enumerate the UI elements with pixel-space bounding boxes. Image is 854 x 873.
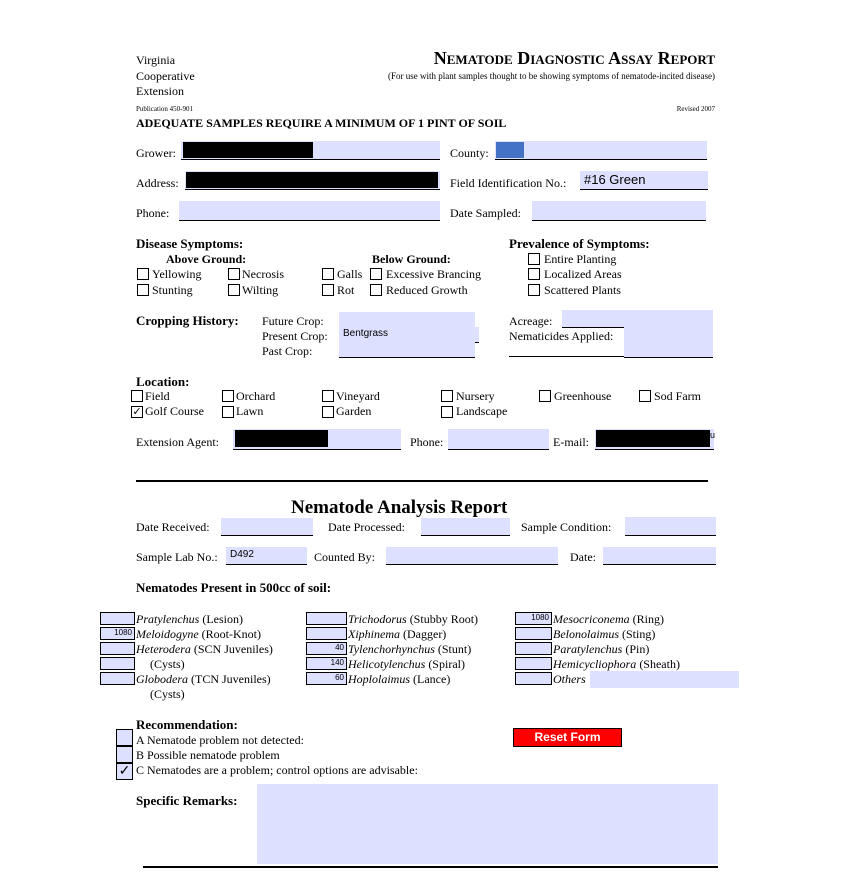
analysis-date-field[interactable] <box>603 547 716 565</box>
tylenchorhynchus-count[interactable]: 40 <box>306 642 347 655</box>
phone-field[interactable] <box>179 201 440 221</box>
form-subtitle: (For use with plant samples thought to be showing symptoms of nematode-incited disease) <box>388 71 715 81</box>
counted-by-label: Counted By: <box>314 550 376 564</box>
excessive-branching-label: Excessive Brancing <box>386 267 481 281</box>
others-field[interactable] <box>590 671 739 688</box>
others-label: Others <box>553 672 586 686</box>
address-label: Address: <box>136 176 179 190</box>
yellowing-checkbox[interactable] <box>137 268 149 280</box>
rot-label: Rot <box>337 283 355 297</box>
entire-planting-checkbox[interactable] <box>528 253 540 265</box>
field-id-label: Field Identification No.: <box>450 176 567 190</box>
galls-label: Galls <box>337 267 363 281</box>
galls-checkbox[interactable] <box>322 268 334 280</box>
localized-areas-label: Localized Areas <box>544 267 622 281</box>
location-heading: Location: <box>136 374 190 389</box>
meloidogyne-genus: Meloidogyne <box>136 627 199 641</box>
past-crop-field[interactable] <box>339 342 475 358</box>
heterodera-common: (SCN Juveniles) <box>190 642 273 656</box>
paratylenchus-count[interactable] <box>515 642 552 655</box>
option-b-label: B Possible nematode problem <box>136 748 280 762</box>
mesocriconema-common: (Ring) <box>629 612 664 626</box>
vineyard-checkbox[interactable] <box>322 390 334 402</box>
paratylenchus-common: (Pin) <box>622 642 650 656</box>
date-processed-field[interactable] <box>421 518 510 536</box>
county-label: County: <box>450 146 489 160</box>
org-line-1: Virginia <box>136 53 176 67</box>
email-label: E-mail: <box>553 435 589 449</box>
entire-planting-label: Entire Planting <box>544 252 617 266</box>
county-redaction <box>496 142 524 158</box>
option-c-label: C Nematodes are a problem; control options are advisable: <box>136 763 418 777</box>
option-c-checkbox[interactable]: ✓ <box>116 763 133 780</box>
extension-agent-label: Extension Agent: <box>136 435 219 449</box>
hoplolaimus-row <box>348 672 450 687</box>
revised-date: Revised 2007 <box>676 105 715 113</box>
greenhouse-label: Greenhouse <box>554 389 612 403</box>
garden-checkbox[interactable] <box>322 406 334 418</box>
yellowing-label: Yellowing <box>152 267 202 281</box>
counted-by-field[interactable] <box>386 547 558 565</box>
below-ground-heading: Below Ground: <box>372 252 451 266</box>
county-field[interactable] <box>495 141 707 160</box>
acreage-label: Acreage: <box>509 314 553 328</box>
sample-lab-input[interactable]: D492 <box>226 547 307 565</box>
date-received-field[interactable] <box>221 518 313 536</box>
helicotylenchus-count[interactable]: 140 <box>306 657 347 670</box>
present-crop-label: Present Crop: <box>262 329 328 343</box>
necrosis-checkbox[interactable] <box>228 268 240 280</box>
form-title: Nematode Diagnostic Assay Report <box>433 48 715 68</box>
nematodes-heading: Nematodes Present in 500cc of soil: <box>136 580 332 595</box>
hemicycliophora-count[interactable] <box>515 657 552 670</box>
org-line-2: Cooperative <box>136 69 195 83</box>
grower-label: Grower: <box>136 146 176 160</box>
landscape-checkbox[interactable] <box>441 406 453 418</box>
hoplolaimus-common: (Lance) <box>410 672 451 686</box>
vineyard-label: Vineyard <box>336 389 380 403</box>
cropping-history-heading: Cropping History: <box>136 313 239 328</box>
org-line-3: Extension <box>136 84 184 98</box>
belonolaimus-row <box>553 627 655 642</box>
greenhouse-checkbox[interactable] <box>539 390 551 402</box>
heterodera-cysts-count[interactable] <box>100 657 135 670</box>
reduced-growth-label: Reduced Growth <box>386 283 468 297</box>
golf-course-checkbox[interactable]: ✓ <box>132 406 142 418</box>
pratylenchus-count[interactable] <box>100 612 135 625</box>
heterodera-count[interactable] <box>100 642 135 655</box>
grower-redaction <box>183 142 313 158</box>
publication-number: Publication 450-901 <box>136 105 193 113</box>
localized-areas-checkbox[interactable] <box>528 268 540 280</box>
acreage-field[interactable] <box>562 310 713 328</box>
hemicycliophora-genus: Hemicycliophora <box>553 657 637 671</box>
reduced-growth-checkbox[interactable] <box>370 284 382 296</box>
hemicycliophora-row <box>553 657 680 672</box>
date-sampled-label: Date Sampled: <box>450 206 521 220</box>
lawn-label: Lawn <box>236 404 264 418</box>
remarks-heading: Specific Remarks: <box>136 793 238 808</box>
bottom-divider <box>143 866 718 868</box>
option-b-checkbox[interactable] <box>116 746 133 763</box>
meloidogyne-count[interactable]: 1080 <box>100 627 135 640</box>
xiphinema-common: (Dagger) <box>400 627 447 641</box>
future-crop-field[interactable] <box>339 312 475 328</box>
xiphinema-genus: Xiphinema <box>348 627 400 641</box>
stunting-label: Stunting <box>152 283 193 297</box>
tylenchorhynchus-row <box>348 642 471 657</box>
belonolaimus-common: (Sting) <box>619 627 656 641</box>
date-processed-label: Date Processed: <box>328 520 405 534</box>
agent-redaction <box>235 430 328 447</box>
pratylenchus-common: (Lesion) <box>199 612 243 626</box>
garden-label: Garden <box>336 404 372 418</box>
globodera-common: (TCN Juveniles) <box>188 672 271 686</box>
globodera-row <box>136 672 271 687</box>
agent-phone-label: Phone: <box>410 435 444 449</box>
email-redaction <box>596 430 710 447</box>
analysis-title: Nematode Analysis Report <box>291 497 508 518</box>
scattered-plants-checkbox[interactable] <box>528 284 540 296</box>
mesocriconema-genus: Mesocriconema <box>553 612 630 626</box>
paratylenchus-row <box>553 642 649 657</box>
trichodorus-genus: Trichodorus <box>348 612 407 626</box>
section-divider <box>136 480 708 482</box>
globodera-cysts-label: (Cysts) <box>150 687 185 701</box>
prevalence-heading: Prevalence of Symptoms: <box>509 236 650 251</box>
mesocriconema-count[interactable]: 1080 <box>515 612 552 625</box>
trichodorus-row <box>348 612 478 627</box>
pratylenchus-genus: Pratylenchus <box>136 612 200 626</box>
rot-checkbox[interactable] <box>322 284 334 296</box>
heterodera-cysts-label: (Cysts) <box>150 657 185 671</box>
globodera-genus: Globodera <box>136 672 188 686</box>
sod-farm-checkbox[interactable] <box>639 390 651 402</box>
wilting-checkbox[interactable] <box>228 284 240 296</box>
past-crop-label: Past Crop: <box>262 344 313 358</box>
belonolaimus-count[interactable] <box>515 627 552 640</box>
meloidogyne-row <box>136 627 261 642</box>
xiphinema-row <box>348 627 446 642</box>
helicotylenchus-common: (Spiral) <box>425 657 465 671</box>
sample-condition-field[interactable] <box>625 517 716 536</box>
reset-form-button[interactable]: Reset Form <box>513 728 622 747</box>
hemicycliophora-common: (Sheath) <box>636 657 680 671</box>
excessive-branching-checkbox[interactable] <box>370 268 382 280</box>
tylenchorhynchus-genus: Tylenchorhynchus <box>348 642 435 656</box>
option-a-checkbox[interactable] <box>116 729 133 746</box>
recommendation-heading: Recommendation: <box>136 717 238 732</box>
above-ground-heading: Above Ground: <box>166 252 247 266</box>
analysis-date-label: Date: <box>570 550 596 564</box>
helicotylenchus-row <box>348 657 465 672</box>
others-count[interactable] <box>515 672 552 685</box>
field-checkbox[interactable] <box>131 390 143 402</box>
globodera-count[interactable] <box>100 672 135 685</box>
stunting-checkbox[interactable] <box>137 284 149 296</box>
necrosis-label: Necrosis <box>242 267 284 281</box>
belonolaimus-genus: Belonolaimus <box>553 627 619 641</box>
nursery-label: Nursery <box>456 389 495 403</box>
tylenchorhynchus-common: (Stunt) <box>434 642 472 656</box>
sod-farm-label: Sod Farm <box>654 389 702 403</box>
meloidogyne-common: (Root-Knot) <box>198 627 261 641</box>
nematicides-line <box>509 356 624 357</box>
pratylenchus-row <box>136 612 243 627</box>
option-a-label: A Nematode problem not detected: <box>136 733 304 747</box>
date-sampled-field[interactable] <box>532 201 706 221</box>
nematicides-field-2[interactable] <box>624 342 713 358</box>
nematicides-label: Nematicides Applied: <box>509 329 614 343</box>
sample-lab-label: Sample Lab No.: <box>136 550 218 564</box>
heterodera-row <box>136 642 273 657</box>
address-redaction <box>186 172 438 188</box>
future-crop-label: Future Crop: <box>262 314 324 328</box>
agent-phone-field[interactable] <box>448 429 549 450</box>
orchard-label: Orchard <box>236 389 276 403</box>
hoplolaimus-genus: Hoplolaimus <box>348 672 411 686</box>
scattered-plants-label: Scattered Plants <box>544 283 621 297</box>
xiphinema-count[interactable] <box>306 627 347 640</box>
trichodorus-count[interactable] <box>306 612 347 625</box>
lawn-checkbox[interactable] <box>222 406 234 418</box>
disease-symptoms-heading: Disease Symptoms: <box>136 236 244 251</box>
golf-course-label: Golf Course <box>145 404 204 418</box>
sample-condition-label: Sample Condition: <box>521 520 612 534</box>
mesocriconema-row <box>553 612 664 627</box>
phone-label: Phone: <box>136 206 170 220</box>
orchard-checkbox[interactable] <box>222 390 234 402</box>
sample-notice: ADEQUATE SAMPLES REQUIRE A MINIMUM OF 1 PINT OF SOIL <box>136 116 507 130</box>
hoplolaimus-count[interactable]: 60 <box>306 672 347 685</box>
trichodorus-common: (Stubby Root) <box>406 612 479 626</box>
remarks-field[interactable] <box>257 784 718 864</box>
field-id-input[interactable]: #16 Green <box>580 171 708 190</box>
date-received-label: Date Received: <box>136 520 210 534</box>
field-location-label: Field <box>145 389 170 403</box>
nematicides-field[interactable] <box>624 327 713 343</box>
wilting-label: Wilting <box>242 283 279 297</box>
heterodera-genus: Heterodera <box>136 642 191 656</box>
helicotylenchus-genus: Helicotylenchus <box>348 657 426 671</box>
paratylenchus-genus: Paratylenchus <box>553 642 623 656</box>
nursery-checkbox[interactable] <box>441 390 453 402</box>
present-crop-input[interactable]: Bentgrass <box>339 327 479 343</box>
landscape-label: Landscape <box>456 404 508 418</box>
email-tail: u <box>710 430 716 440</box>
